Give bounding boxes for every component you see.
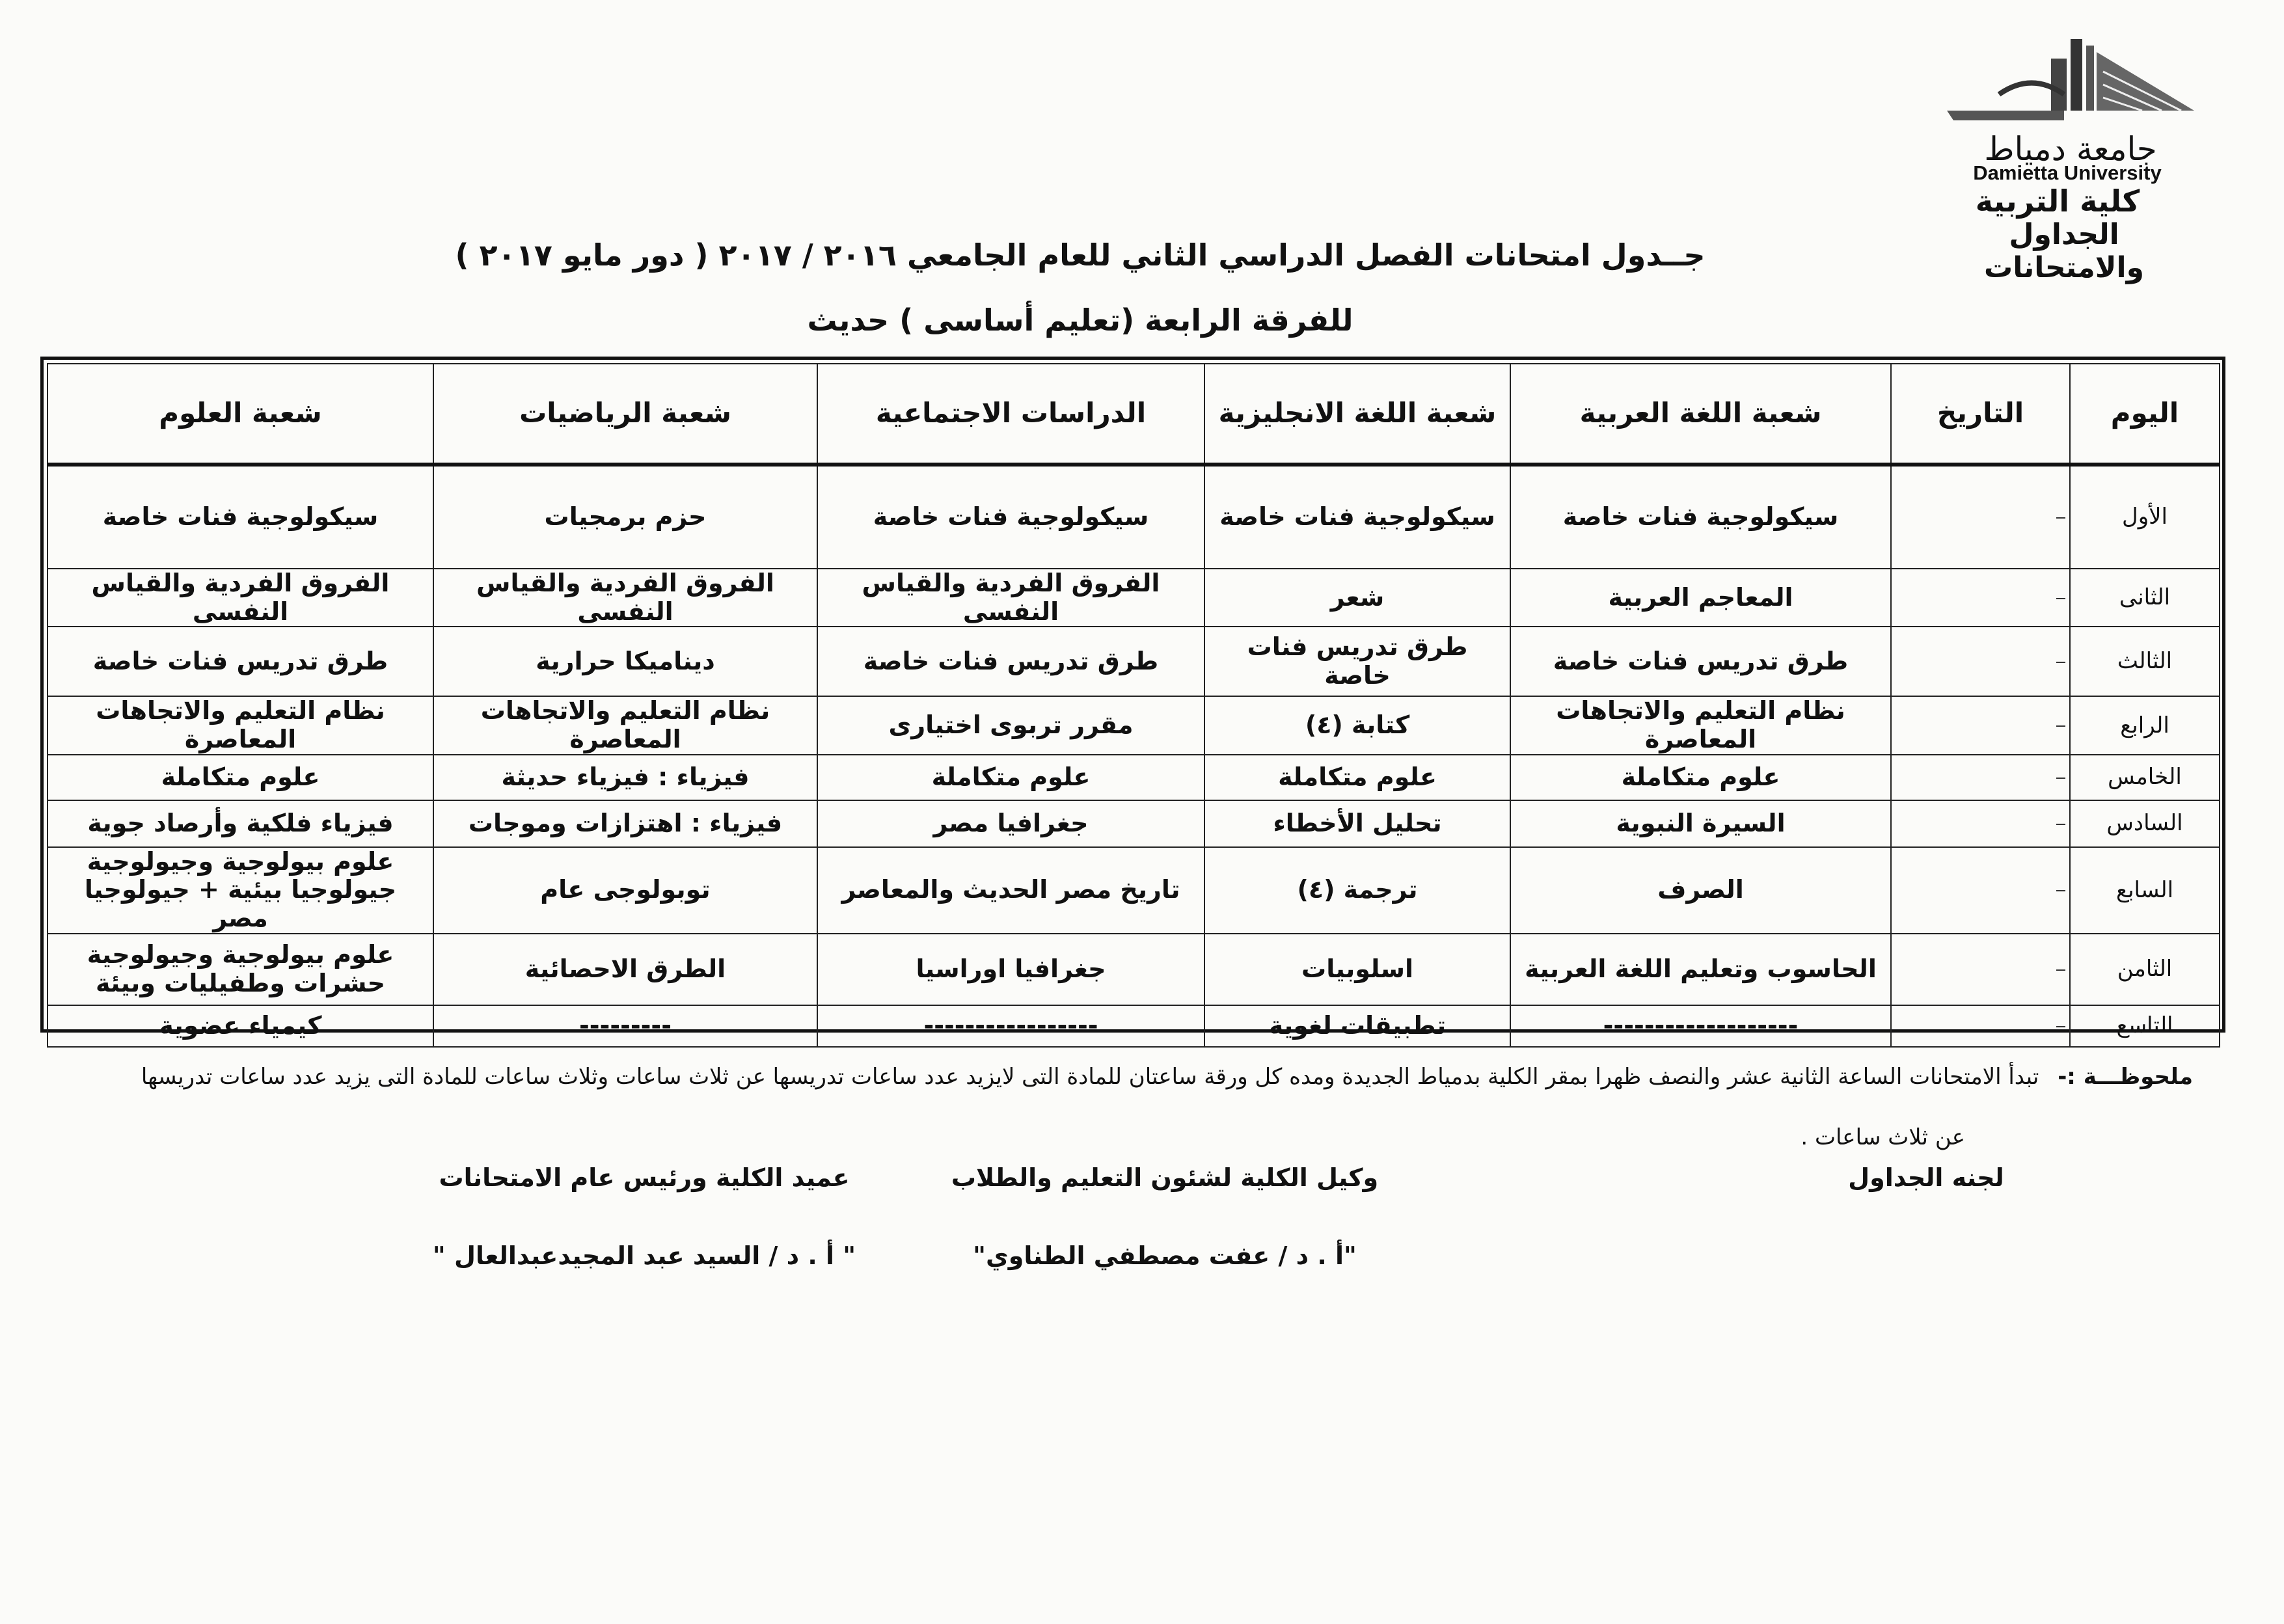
vice-dean-title: وكيل الكلية لشئون التعليم والطلاب xyxy=(951,1163,1379,1192)
social-cell: جغرافيا مصر xyxy=(817,800,1204,847)
table-row xyxy=(48,1005,2220,1047)
math-cell: توبولوجى عام xyxy=(433,847,817,934)
english-cell: علوم متكاملة xyxy=(1204,755,1510,800)
math-cell: فيزياء : اهتزازات وموجات xyxy=(433,800,817,847)
date-cell xyxy=(1891,627,2070,696)
date-cell xyxy=(1891,934,2070,1005)
science-line: علوم بيولوجية وجيولوجية xyxy=(87,940,394,969)
table-row xyxy=(48,800,2220,847)
date-cell xyxy=(1891,569,2070,627)
arabic-cell: الصرف xyxy=(1510,847,1891,934)
social-cell: تاريخ مصر الحديث والمعاصر xyxy=(817,847,1204,934)
social-cell: علوم متكاملة xyxy=(817,755,1204,800)
social-cell: مقرر تربوى اختيارى xyxy=(817,696,1204,754)
day-cell: الثانى xyxy=(2070,569,2220,627)
day-cell: الخامس xyxy=(2070,755,2220,800)
note-label: ملحوظـــة :- xyxy=(2058,1064,2193,1090)
social-cell: جغرافيا اوراسيا xyxy=(817,934,1204,1005)
table-row xyxy=(48,465,2220,569)
english-cell: ترجمة (٤) xyxy=(1204,847,1510,934)
date-cell xyxy=(1891,1005,2070,1047)
university-header xyxy=(1934,33,2207,284)
table-row xyxy=(48,696,2220,754)
science-cell: الفروق الفردية والقياس النفسى xyxy=(48,569,433,627)
social-cell: ----------------- xyxy=(817,1005,1204,1047)
english-cell: تطبيقات لغوية xyxy=(1204,1005,1510,1047)
university-name-arabic: جامعة دمياط xyxy=(1984,130,2157,168)
social-cell: سيكولوجية فنات خاصة xyxy=(817,465,1204,569)
header-science: شعبة العلوم xyxy=(48,364,433,465)
science-cell: نظام التعليم والاتجاهات المعاصرة xyxy=(48,696,433,754)
arabic-cell: نظام التعليم والاتجاهات المعاصرة xyxy=(1510,696,1891,754)
document-subtitle: للفرقة الرابعة (تعليم أساسى ) حديث xyxy=(807,303,1353,338)
committee-signature: لجنه الجداول xyxy=(1848,1163,2004,1192)
date-cell xyxy=(1891,465,2070,569)
science-cell: طرق تدريس فنات خاصة xyxy=(48,627,433,696)
faculty-name: كلية التربية xyxy=(1975,183,2140,219)
math-cell: حزم برمجيات xyxy=(433,465,817,569)
day-cell: التاسع xyxy=(2070,1005,2220,1047)
table-row xyxy=(48,569,2220,627)
math-cell: ديناميكا حرارية xyxy=(433,627,817,696)
english-cell: كتابة (٤) xyxy=(1204,696,1510,754)
social-cell: طرق تدريس فنات خاصة xyxy=(817,627,1204,696)
english-cell: شعر xyxy=(1204,569,1510,627)
department-name: الجداول والامتحانات xyxy=(1984,218,2144,284)
arabic-cell: المعاجم العربية xyxy=(1510,569,1891,627)
note-continuation: عن ثلاث ساعات . xyxy=(1801,1124,1965,1150)
day-cell: السادس xyxy=(2070,800,2220,847)
dean-title: عميد الكلية ورئيس عام الامتحانات xyxy=(439,1163,850,1192)
day-cell: الأول xyxy=(2070,465,2220,569)
university-name-english: Damietta University xyxy=(1973,161,2162,184)
header-arabic: شعبة اللغة العربية xyxy=(1510,364,1891,465)
math-cell: فيزياء : فيزياء حديثة xyxy=(433,755,817,800)
header-day: اليوم xyxy=(2070,364,2220,465)
university-logo-icon xyxy=(1934,33,2201,143)
note-text: تبدأ الامتحانات الساعة الثانية عشر والنصف ظهرا بمقر الكلية بدمياط الجديدة ومده كل ورقة ساعتان للمادة التى لايزيد عدد ساعات تدريسها عن ثلاث ساعات وثلاث ساعات للمادة التى يزيد عدد ساعات تدريسها xyxy=(141,1064,2039,1090)
arabic-cell: السيرة النبوية xyxy=(1510,800,1891,847)
table-row xyxy=(48,847,2220,934)
document-title: جــدول امتحانات الفصل الدراسي الثاني للعام الجامعي ٢٠١٦ / ٢٠١٧ ( دور مايو ٢٠١٧ ) xyxy=(455,237,1706,273)
table-row xyxy=(48,934,2220,1005)
header-social: الدراسات الاجتماعية xyxy=(817,364,1204,465)
vice-dean-name: "أ . د / عفت مصطفي الطناوي" xyxy=(973,1241,1357,1270)
english-cell: اسلوبيات xyxy=(1204,934,1510,1005)
header-english: شعبة اللغة الانجليزية xyxy=(1204,364,1510,465)
arabic-cell: ------------------- xyxy=(1510,1005,1891,1047)
english-cell: تحليل الأخطاء xyxy=(1204,800,1510,847)
science-cell xyxy=(48,934,433,1005)
date-cell xyxy=(1891,696,2070,754)
header-math: شعبة الرياضيات xyxy=(433,364,817,465)
day-cell: السابع xyxy=(2070,847,2220,934)
arabic-cell: طرق تدريس فنات خاصة xyxy=(1510,627,1891,696)
science-line: جيولوجيا بيئية + جيولوجيا مصر xyxy=(84,875,397,933)
science-line: حشرات وطفيليات وبيئة xyxy=(95,968,386,997)
science-cell xyxy=(48,847,433,934)
day-cell: الرابع xyxy=(2070,696,2220,754)
dean-name: " أ . د / السيد عبد المجيدعبدالعال " xyxy=(432,1241,856,1270)
table-header-row xyxy=(48,364,2220,465)
math-cell: الفروق الفردية والقياس النفسى xyxy=(433,569,817,627)
date-cell xyxy=(1891,755,2070,800)
math-cell: --------- xyxy=(433,1005,817,1047)
table-row xyxy=(48,755,2220,800)
arabic-cell: سيكولوجية فنات خاصة xyxy=(1510,465,1891,569)
exam-schedule-table xyxy=(47,363,2220,1048)
science-cell: كيمياء عضوية xyxy=(48,1005,433,1047)
table-row xyxy=(48,627,2220,696)
math-cell: الطرق الاحصائية xyxy=(433,934,817,1005)
day-cell: الثامن xyxy=(2070,934,2220,1005)
arabic-cell: علوم متكاملة xyxy=(1510,755,1891,800)
day-cell: الثالث xyxy=(2070,627,2220,696)
english-cell: سيكولوجية فنات خاصة xyxy=(1204,465,1510,569)
science-line: علوم بيولوجية وجيولوجية xyxy=(87,846,394,876)
header-date: التاريخ xyxy=(1891,364,2070,465)
date-cell xyxy=(1891,847,2070,934)
date-cell xyxy=(1891,800,2070,847)
social-cell: الفروق الفردية والقياس النفسى xyxy=(817,569,1204,627)
arabic-cell: الحاسوب وتعليم اللغة العربية xyxy=(1510,934,1891,1005)
english-cell: طرق تدريس فنات خاصة xyxy=(1204,627,1510,696)
science-cell: فيزياء فلكية وأرصاد جوية xyxy=(48,800,433,847)
math-cell: نظام التعليم والاتجاهات المعاصرة xyxy=(433,696,817,754)
note xyxy=(98,1059,2193,1094)
science-cell: علوم متكاملة xyxy=(48,755,433,800)
science-cell: سيكولوجية فنات خاصة xyxy=(48,465,433,569)
